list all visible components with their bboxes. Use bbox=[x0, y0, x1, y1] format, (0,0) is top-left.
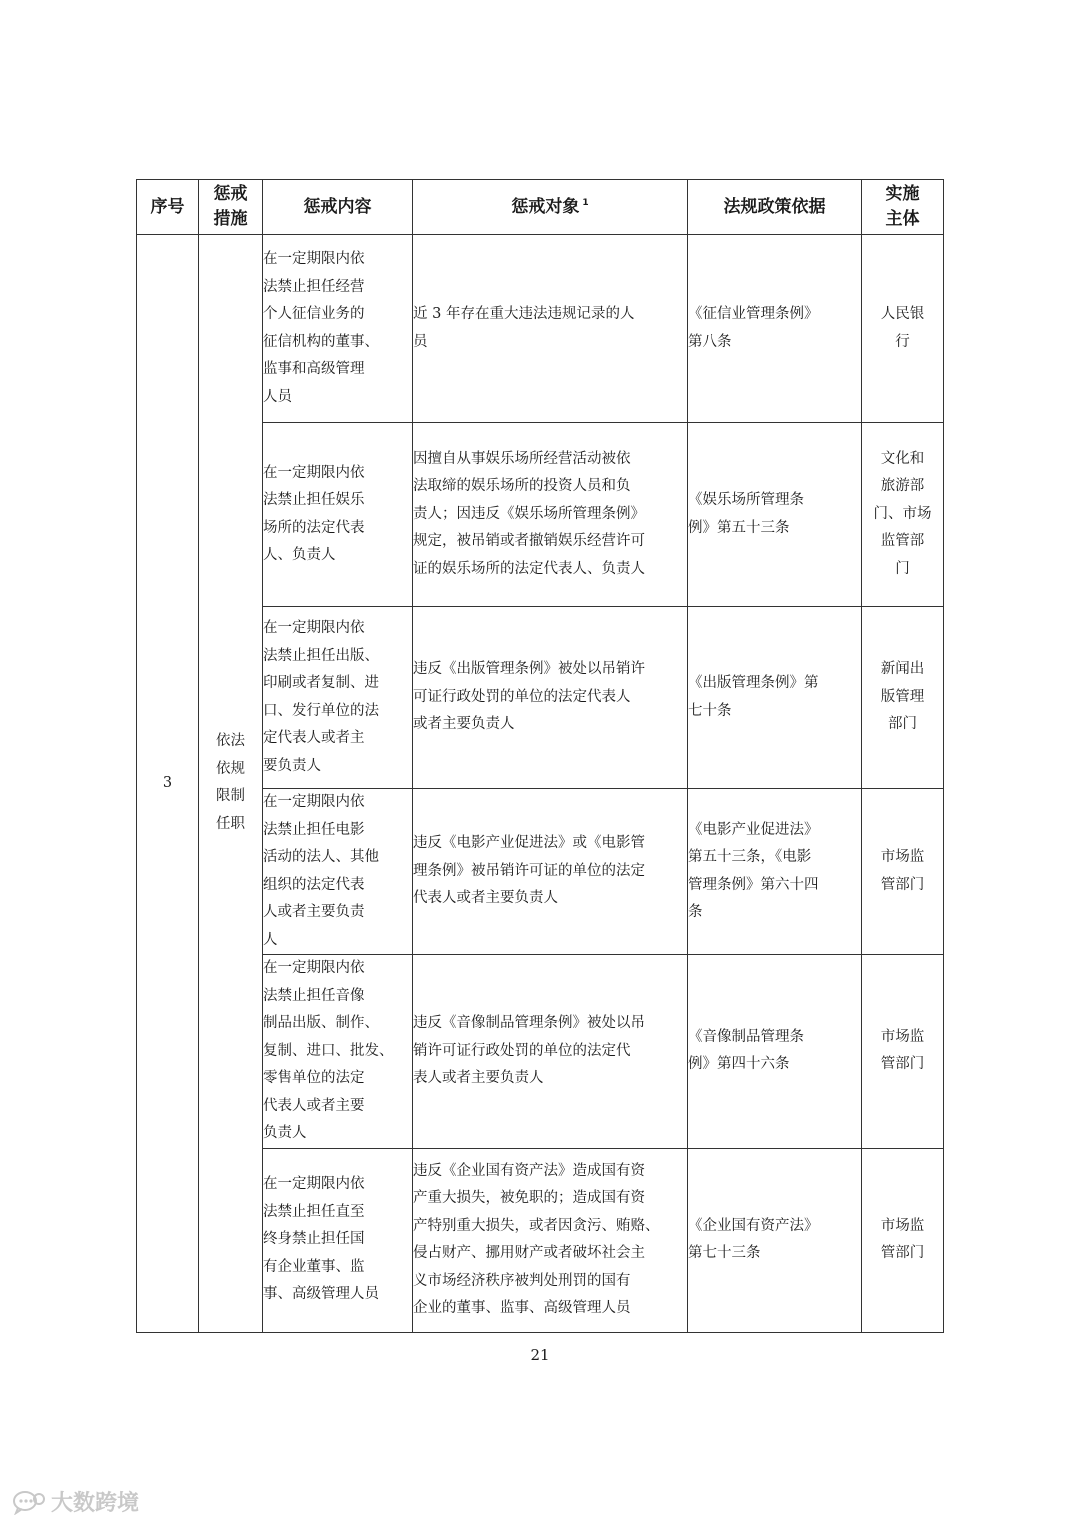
footnote-marker: 1 bbox=[582, 197, 589, 208]
watermark bbox=[12, 1486, 139, 1517]
row-agency: 市场监 管部门 bbox=[862, 1148, 944, 1332]
row-basis: 《娱乐场所管理条 例》第五十三条 bbox=[688, 423, 862, 607]
penalty-table bbox=[136, 179, 944, 1333]
row-content: 在一定期限内依 法禁止担任娱乐 场所的法定代表 人、负责人 bbox=[263, 423, 413, 607]
row-content: 在一定期限内依 法禁止担任直至 终身禁止担任国 有企业董事、监 事、高级管理人员 bbox=[263, 1148, 413, 1332]
row-target: 违反《电影产业促进法》或《电影管 理条例》被吊销许可证的单位的法定 代表人或者主要负责人 bbox=[413, 789, 688, 955]
page-number: 21 bbox=[530, 1346, 550, 1364]
row-agency: 市场监 管部门 bbox=[862, 789, 944, 955]
header-measure: 惩戒 措施 bbox=[199, 180, 263, 235]
group-measure: 依法 依规 限制 任职 bbox=[199, 235, 263, 1333]
row-content: 在一定期限内依 法禁止担任音像 制品出版、制作、 复制、进口、批发、 零售单位的法定 代表人或者主要 负责人 bbox=[263, 955, 413, 1149]
row-target: 违反《音像制品管理条例》被处以吊 销许可证行政处罚的单位的法定代 表人或者主要负责人 bbox=[413, 955, 688, 1149]
watermark-text: 大数跨境 bbox=[51, 1491, 140, 1516]
row-target: 违反《出版管理条例》被处以吊销许 可证行政处罚的单位的法定代表人 或者主要负责人 bbox=[413, 607, 688, 789]
row-agency: 人民银 行 bbox=[862, 235, 944, 423]
row-basis: 《征信业管理条例》 第八条 bbox=[688, 235, 862, 423]
header-seq: 序号 bbox=[137, 180, 199, 235]
row-agency: 市场监 管部门 bbox=[862, 955, 944, 1149]
header-basis: 法规政策依据 bbox=[688, 180, 862, 235]
row-basis: 《电影产业促进法》 第五十三条，《电影 管理条例》第六十四 条 bbox=[688, 789, 862, 955]
row-agency: 文化和 旅游部 门、市场 监管部 门 bbox=[862, 423, 944, 607]
row-target: 近 3 年存在重大违法违规记录的人 员 bbox=[413, 235, 688, 423]
row-basis: 《音像制品管理条 例》第四十六条 bbox=[688, 955, 862, 1149]
header-target-label: 惩戒对象 bbox=[511, 196, 580, 217]
row-content: 在一定期限内依 法禁止担任电影 活动的法人、其他 组织的法定代表 人或者主要负责 人 bbox=[263, 789, 413, 955]
header-row bbox=[137, 180, 944, 235]
wechat-bubble-icon bbox=[12, 1489, 46, 1515]
table-row bbox=[137, 235, 944, 423]
row-basis: 《企业国有资产法》 第七十三条 bbox=[688, 1148, 862, 1332]
header-target bbox=[413, 180, 688, 235]
header-content: 惩戒内容 bbox=[263, 180, 413, 235]
row-basis: 《出版管理条例》第 七十条 bbox=[688, 607, 862, 789]
row-target: 违反《企业国有资产法》造成国有资 产重大损失，被免职的；造成国有资 产特别重大损失，或者因贪污、贿赂、 侵占财产、挪用财产或者破坏社会主 义市场经济秩序被判处刑罚的国有 企业的董事、监事、高级管理人员 bbox=[413, 1148, 688, 1332]
row-content: 在一定期限内依 法禁止担任出版、 印刷或者复制、进 口、发行单位的法 定代表人或者主 要负责人 bbox=[263, 607, 413, 789]
row-target: 因擅自从事娱乐场所经营活动被依 法取缔的娱乐场所的投资人员和负 责人；因违反《娱乐场所管理条例》 规定，被吊销或者撤销娱乐经营许可 证的娱乐场所的法定代表人、负责人 bbox=[413, 423, 688, 607]
header-agency: 实施 主体 bbox=[862, 180, 944, 235]
row-content: 在一定期限内依 法禁止担任经营 个人征信业务的 征信机构的董事、 监事和高级管理 人员 bbox=[263, 235, 413, 423]
row-agency: 新闻出 版管理 部门 bbox=[862, 607, 944, 789]
group-seq: 3 bbox=[137, 235, 199, 1333]
